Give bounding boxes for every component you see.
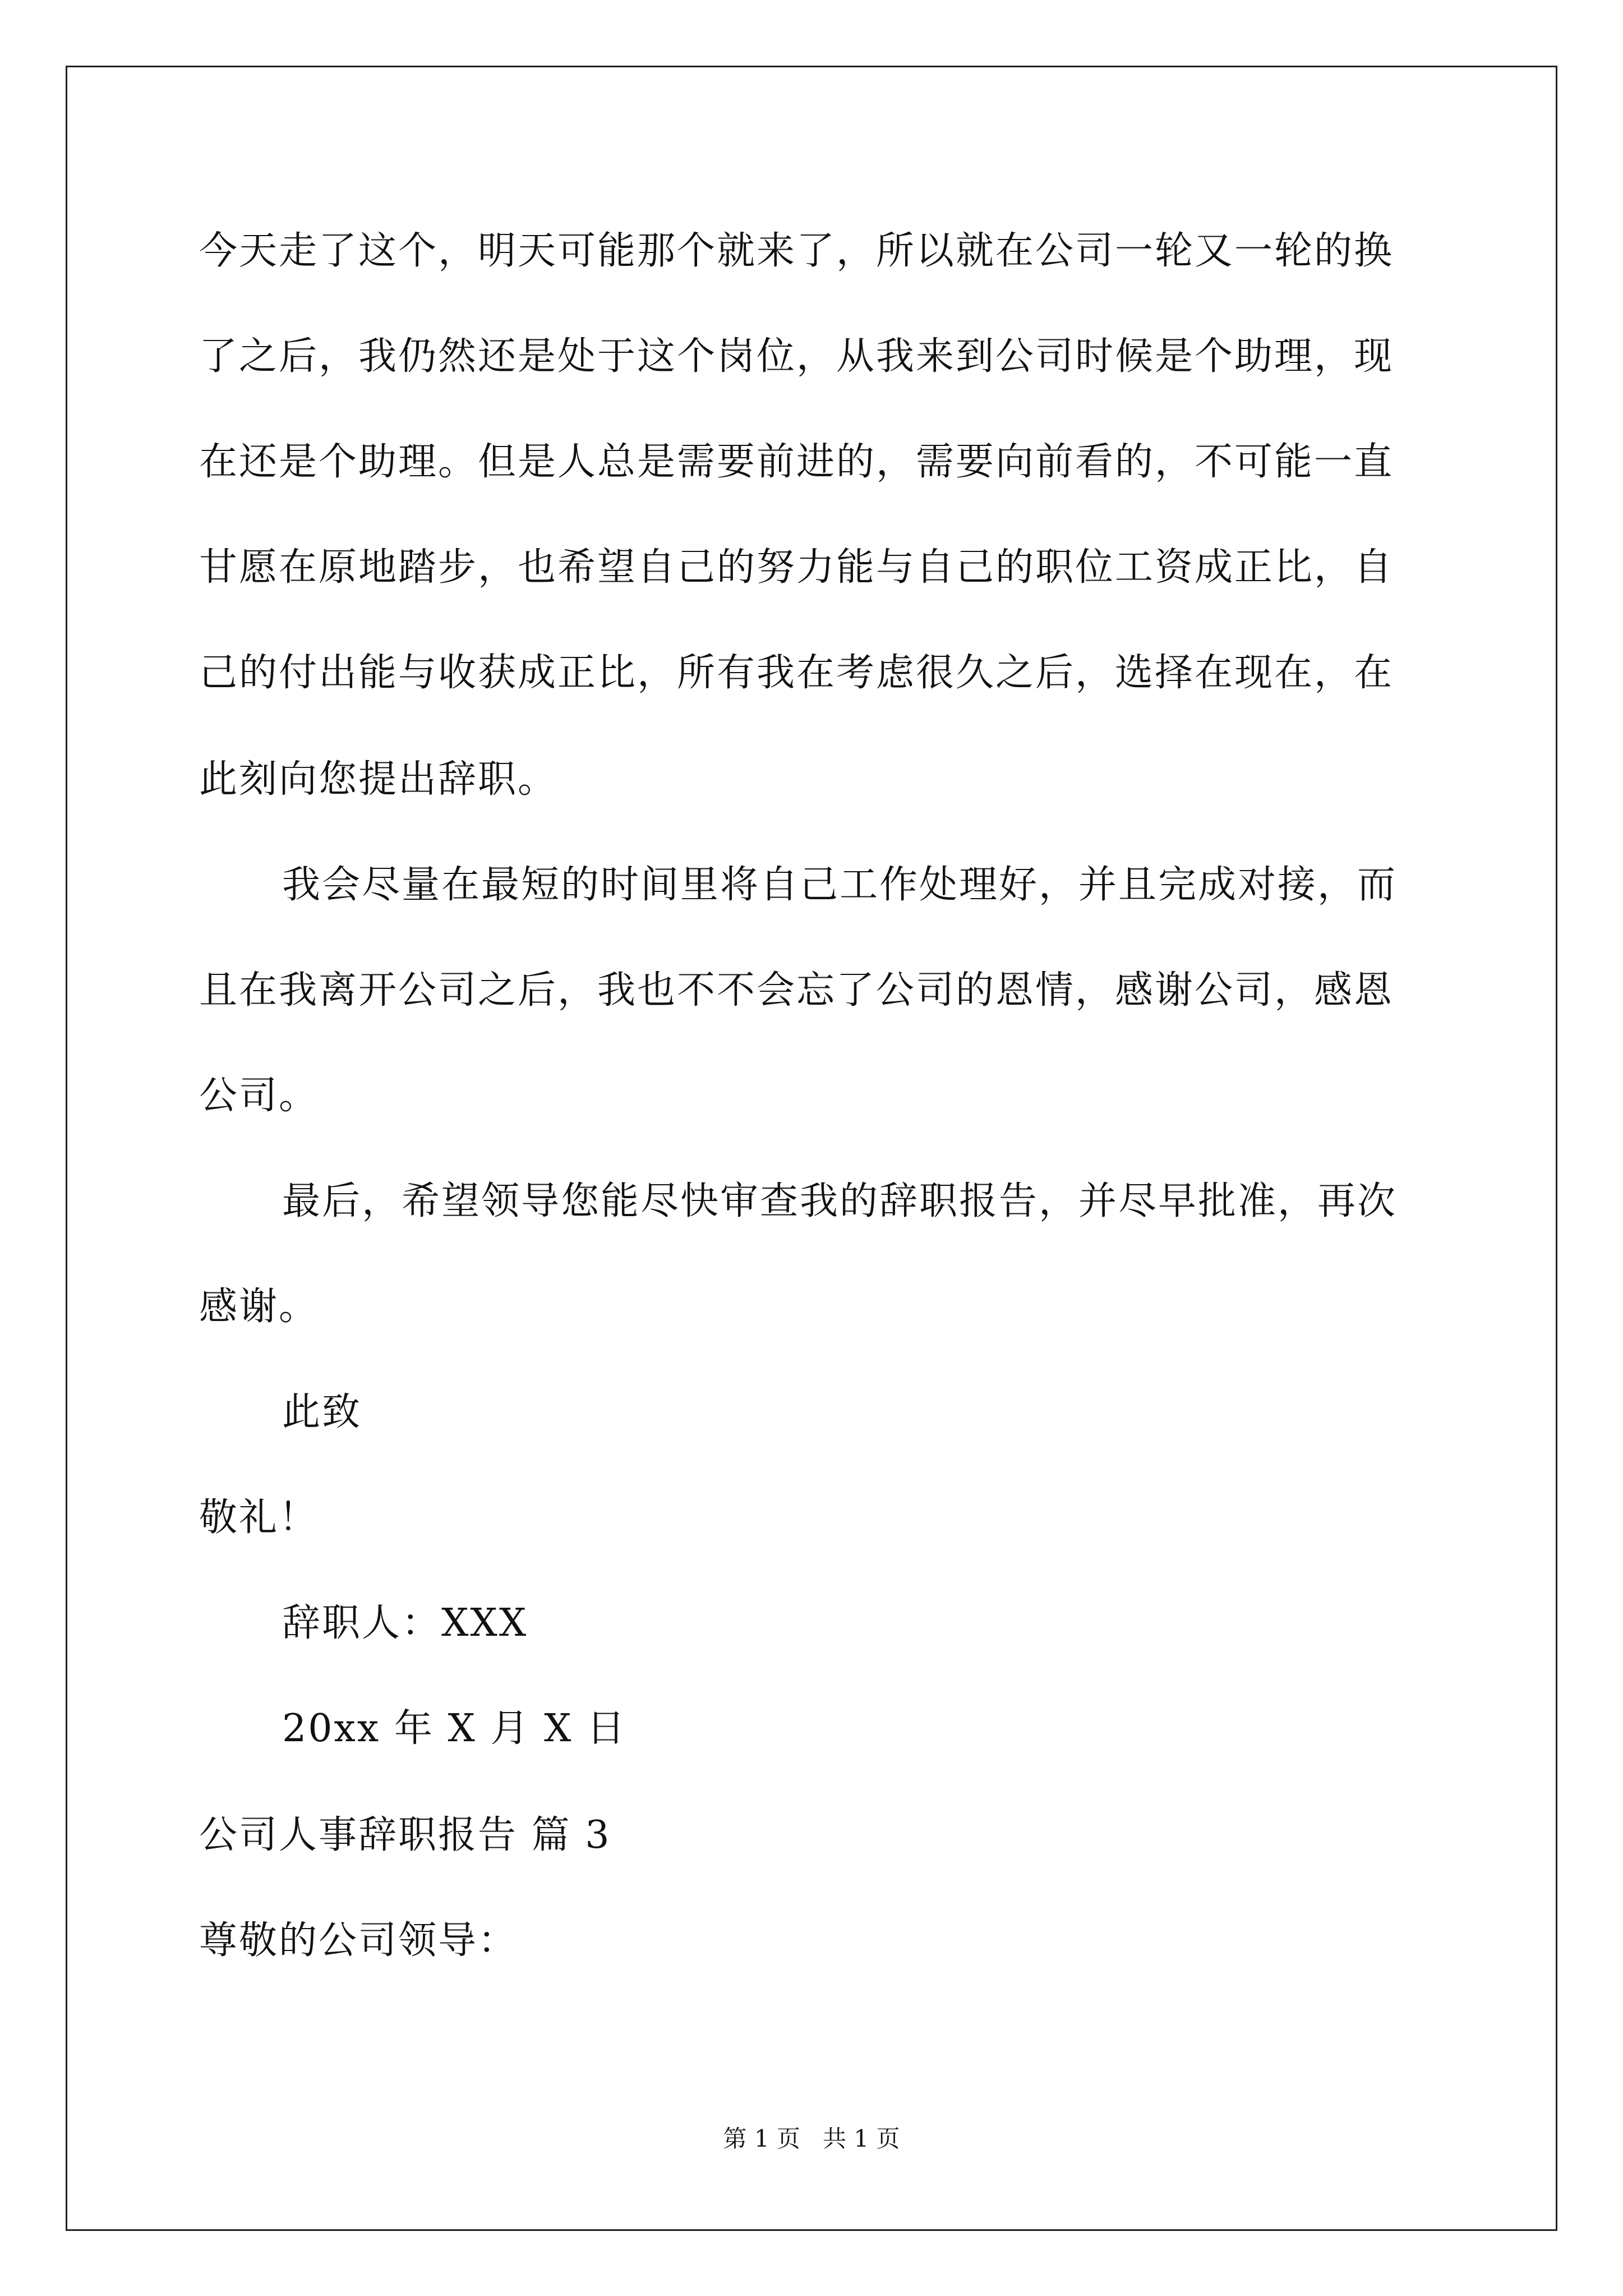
paragraph-line: 我会尽量在最短的时间里将自己工作处理好，并且完成对接，而 (282, 863, 1398, 907)
date-line: 20xx 年 X 月 X 日 (282, 1706, 627, 1751)
paragraph-line: 公司。 (199, 1074, 319, 1118)
paragraph-line: 在还是个助理。但是人总是需要前进的，需要向前看的，不可能一直 (199, 440, 1394, 484)
paragraph-line: 今天走了这个，明天可能那个就来了，所以就在公司一轮又一轮的换 (199, 229, 1394, 273)
closing-salutation: 此致 (282, 1390, 362, 1434)
paragraph-line: 己的付出能与收获成正比，所有我在考虑很久之后，选择在现在，在 (199, 651, 1394, 695)
section-title: 公司人事辞职报告 篇 3 (199, 1813, 611, 1857)
paragraph-line: 感谢。 (199, 1285, 319, 1329)
paragraph-line: 了之后，我仍然还是处于这个岗位，从我来到公司时候是个助理，现 (199, 334, 1394, 379)
page-border (66, 66, 1557, 2231)
paragraph-line: 此刻向您提出辞职。 (199, 757, 558, 802)
signature-line: 辞职人：XXX (282, 1601, 528, 1645)
page-footer: 第 1 页 共 1 页 (723, 2125, 900, 2152)
greeting-line: 尊敬的公司领导： (199, 1918, 518, 1963)
paragraph-line: 且在我离开公司之后，我也不不会忘了公司的恩情，感谢公司，感恩 (199, 968, 1394, 1013)
closing-regards: 敬礼！ (199, 1496, 319, 1540)
paragraph-line: 最后，希望领导您能尽快审查我的辞职报告，并尽早批准，再次 (282, 1179, 1398, 1223)
paragraph-line: 甘愿在原地踏步，也希望自己的努力能与自己的职位工资成正比，自 (199, 545, 1394, 590)
